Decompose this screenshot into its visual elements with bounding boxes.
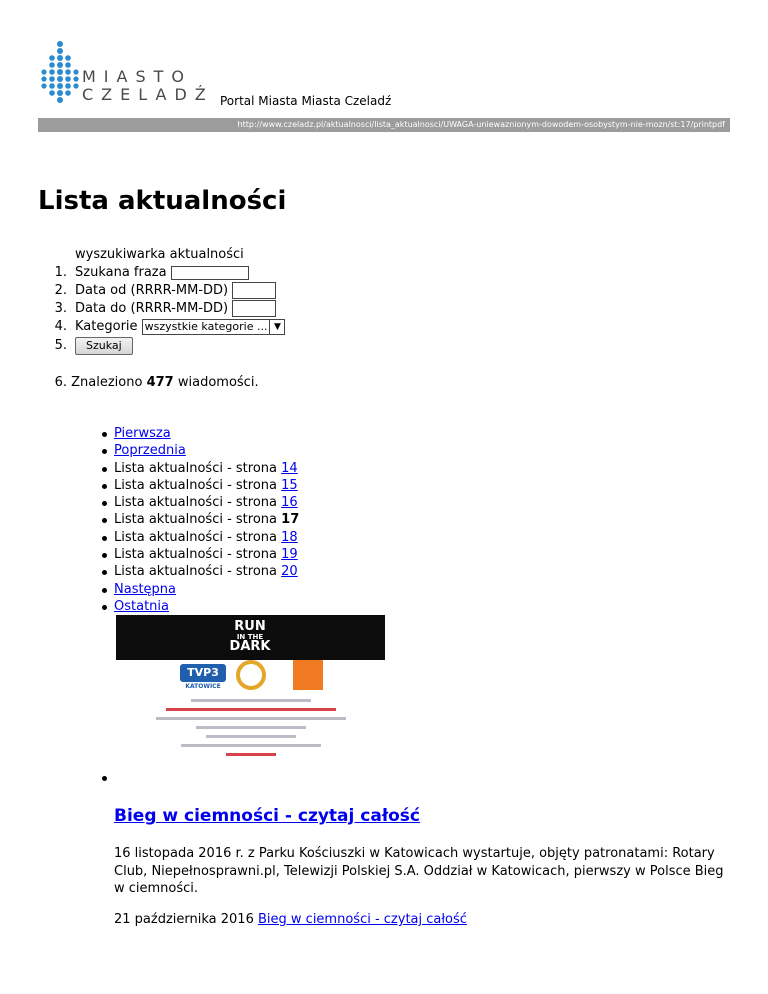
pager-page <box>114 546 299 563</box>
search-button[interactable]: Szukaj <box>75 337 133 355</box>
logo-dots-icon <box>38 38 82 108</box>
prev-page-link[interactable]: Poprzednia <box>114 443 186 459</box>
list-number: 1. <box>54 265 67 280</box>
list-number: 3. <box>54 301 67 316</box>
category-label: Kategorie <box>75 319 138 334</box>
news-search-form <box>38 246 438 356</box>
list-bullet <box>102 776 107 781</box>
banner-line-3: DARK <box>229 639 271 654</box>
results-number: 477 <box>146 375 174 390</box>
page-link-16[interactable]: 16 <box>281 495 298 511</box>
search-row-phrase <box>38 264 438 282</box>
page-title: Lista aktualności <box>38 186 287 216</box>
pagination <box>114 425 299 615</box>
banner-header <box>116 615 385 660</box>
page-prefix: Lista aktualności - strona <box>114 564 278 580</box>
results-suffix: wiadomości. <box>177 375 259 390</box>
tvp-logo: TVP3 <box>180 664 226 682</box>
last-page-link[interactable]: Ostatnia <box>114 598 169 614</box>
date-to-input[interactable] <box>232 300 276 317</box>
phrase-label: Szukana fraza <box>75 265 167 280</box>
search-row-submit <box>38 336 438 356</box>
dropdown-arrow-icon[interactable]: ▼ <box>269 320 284 334</box>
list-number: 4. <box>54 319 67 334</box>
list-number: 2. <box>54 283 67 298</box>
search-row-date-from <box>38 282 438 300</box>
url-bar: http://www.czeladz.pl/aktualnosci/lista_aktualnosci/UWAGA-uniewaznionym-dowodem-osobystym-nie-mozn/st:17/printpdf <box>38 118 730 132</box>
pager-next <box>114 581 299 598</box>
article-title-link[interactable]: Bieg w ciemności - czytaj całość <box>114 806 420 826</box>
current-page: 17 <box>281 512 300 528</box>
page-link-15[interactable]: 15 <box>281 477 298 493</box>
article-meta <box>114 912 467 927</box>
page-link-20[interactable]: 20 <box>281 564 298 580</box>
banner-line-2: IN THE <box>236 633 264 641</box>
category-select[interactable] <box>142 319 286 335</box>
date-from-label: Data od (RRRR-MM-DD) <box>75 283 229 298</box>
search-row-date-to <box>38 300 438 318</box>
first-page-link[interactable]: Pierwsza <box>114 426 171 441</box>
pager-page <box>114 529 299 546</box>
article-date: 21 października 2016 <box>114 912 254 927</box>
page-prefix: Lista aktualności - strona <box>114 477 278 493</box>
tvp-katowice-label: KATOWICE <box>185 683 221 690</box>
page-link-18[interactable]: 18 <box>281 529 298 545</box>
page-link-14[interactable]: 14 <box>281 460 298 476</box>
logo-line-1: MIASTO <box>82 67 192 86</box>
list-number: 6. <box>54 375 67 390</box>
article-image[interactable] <box>116 615 385 774</box>
search-row-category <box>38 318 438 336</box>
pager-last <box>114 598 299 615</box>
run-in-the-dark-logo <box>220 621 280 653</box>
list-number: 5. <box>54 338 67 353</box>
read-more-link[interactable]: Bieg w ciemności - czytaj całość <box>258 912 467 927</box>
banner-line-1: RUN <box>234 619 266 634</box>
article-lead: 16 listopada 2016 r. z Parku Kościuszki w Katowicach wystartuje, objęty patronatami: Rotary Club, Niepełnosprawni.pl, Telewizji Polskiej S.A. Oddział w Katowicach, pierwszy w Polsce Bieg w ciemności. <box>114 846 724 896</box>
pager-first <box>114 425 299 442</box>
page-prefix: Lista aktualności - strona <box>114 460 278 476</box>
pager-page <box>114 460 299 477</box>
pager-page <box>114 563 299 580</box>
date-from-input[interactable] <box>232 282 276 299</box>
search-caption: wyszukiwarka aktualności <box>75 247 244 262</box>
results-prefix: Znaleziono <box>71 375 143 390</box>
portal-title: Portal Miasta Miasta Czeladź <box>220 94 392 108</box>
page-prefix: Lista aktualności - strona <box>114 529 278 545</box>
pager-page <box>114 494 299 511</box>
banner-fine-print <box>136 699 366 762</box>
phrase-input[interactable] <box>171 266 249 280</box>
article-title <box>114 806 420 826</box>
rotary-logo-icon <box>236 660 266 690</box>
logo-line-2: CZELADŹ <box>82 85 214 104</box>
pager-page <box>114 477 299 494</box>
page-link-19[interactable]: 19 <box>281 547 298 563</box>
date-to-label: Data do (RRRR-MM-DD) <box>75 301 229 316</box>
next-page-link[interactable]: Następna <box>114 581 177 597</box>
results-count <box>38 375 259 390</box>
page-prefix: Lista aktualności - strona <box>114 495 278 511</box>
integracja-logo-icon <box>293 660 323 690</box>
category-selected-value: wszystkie kategorie ... <box>144 319 268 333</box>
page-prefix: Lista aktualności - strona <box>114 547 278 563</box>
logo-text <box>82 68 214 104</box>
pager-page <box>114 511 299 528</box>
page-prefix: Lista aktualności - strona <box>114 512 278 528</box>
pager-prev <box>114 442 299 459</box>
